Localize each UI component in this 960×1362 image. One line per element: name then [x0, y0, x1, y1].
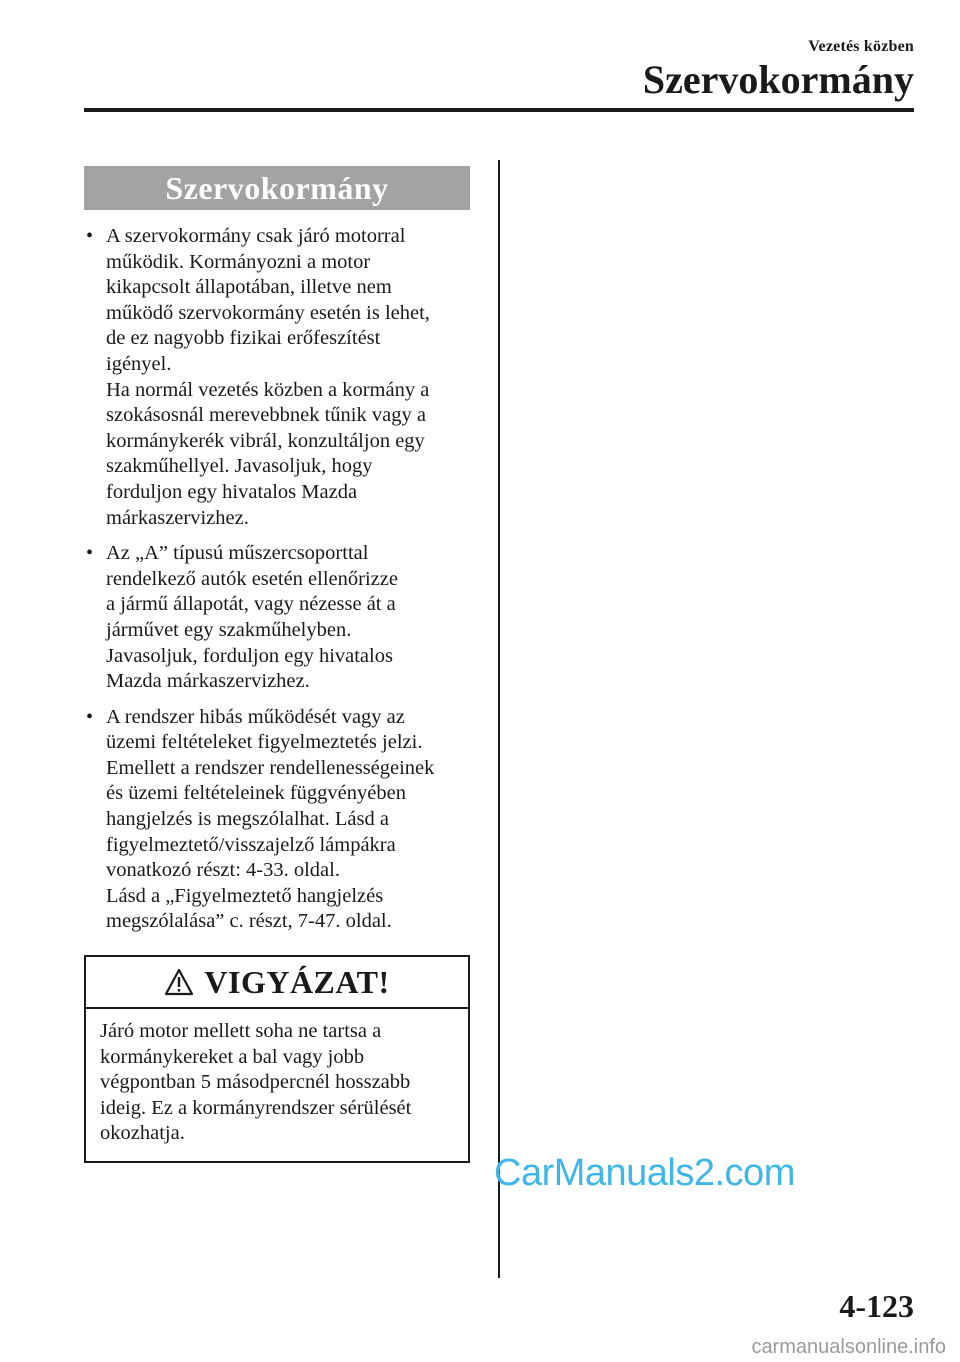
section-title: Szervokormány [84, 166, 470, 210]
page-header-title: Szervokormány [642, 57, 914, 102]
bullet-text: A szervokormány csak járó motorral működik. Kormányozni a motor kikapcsolt állapotában, illetve nem működő szervokormány esetén is lehet, de ez nagyobb fizikai erőfeszítést igényel. Ha normál vezetés közben a kormány a szokásosnál merevebbnek tűnik vagy a kormánykerék vibrál, konzultáljon egy szakműhellyel. Javasoljuk, hogy forduljon egy hivatalos Mazda márkaszervizhez. [106, 225, 430, 529]
page-number: 4-123 [839, 1288, 914, 1324]
header-rule [84, 108, 914, 112]
caution-title: VIGYÁZAT! [204, 963, 390, 1000]
bullet-text: A rendszer hibás működését vagy az üzemi feltételeket figyelmeztetés jelzi. Emellett a rendszer rendellenességeinek és üzemi feltételeinek függvényében hangjelzés is megszólalhat. Lásd a figyelmeztető/visszajelző lámpákra vonatkozó részt: 4-33. oldal. Lásd a „Figyelmeztető hangjelzés megszólalása” c. részt, 7-47. oldal. [106, 705, 435, 933]
bullet-icon: • [86, 225, 94, 247]
bullet-text: Az „A” típusú műszercsoporttal rendelkező autók esetén ellenőrizze a jármű állapotát, vagy nézesse át a járművet egy szakműhelyben. Javasoljuk, forduljon egy hivatalos Mazda márkaszervizhez. [106, 542, 398, 693]
column-divider [498, 160, 500, 1278]
warning-triangle-icon [164, 968, 194, 996]
bullet-item [84, 224, 470, 531]
bullet-icon: • [86, 705, 94, 728]
left-column [84, 166, 470, 1163]
caution-text: Járó motor mellett soha ne tartsa a kormánykereket a bal vagy jobb végpontban 5 másodpercnél hosszabb ideig. Ez a kormányrendszer sérülését okozhatja. [100, 1020, 412, 1145]
bullet-list [84, 224, 470, 935]
caution-header [86, 957, 468, 1009]
caution-box [84, 955, 470, 1163]
footer-watermark: carmanualsonline.info [751, 1336, 946, 1358]
watermark-logo: CarManuals2.com [494, 1152, 795, 1194]
bullet-item [84, 705, 470, 935]
chapter-header: Vezetés közben [808, 38, 914, 55]
bullet-icon: • [86, 542, 94, 565]
bullet-item [84, 541, 470, 695]
